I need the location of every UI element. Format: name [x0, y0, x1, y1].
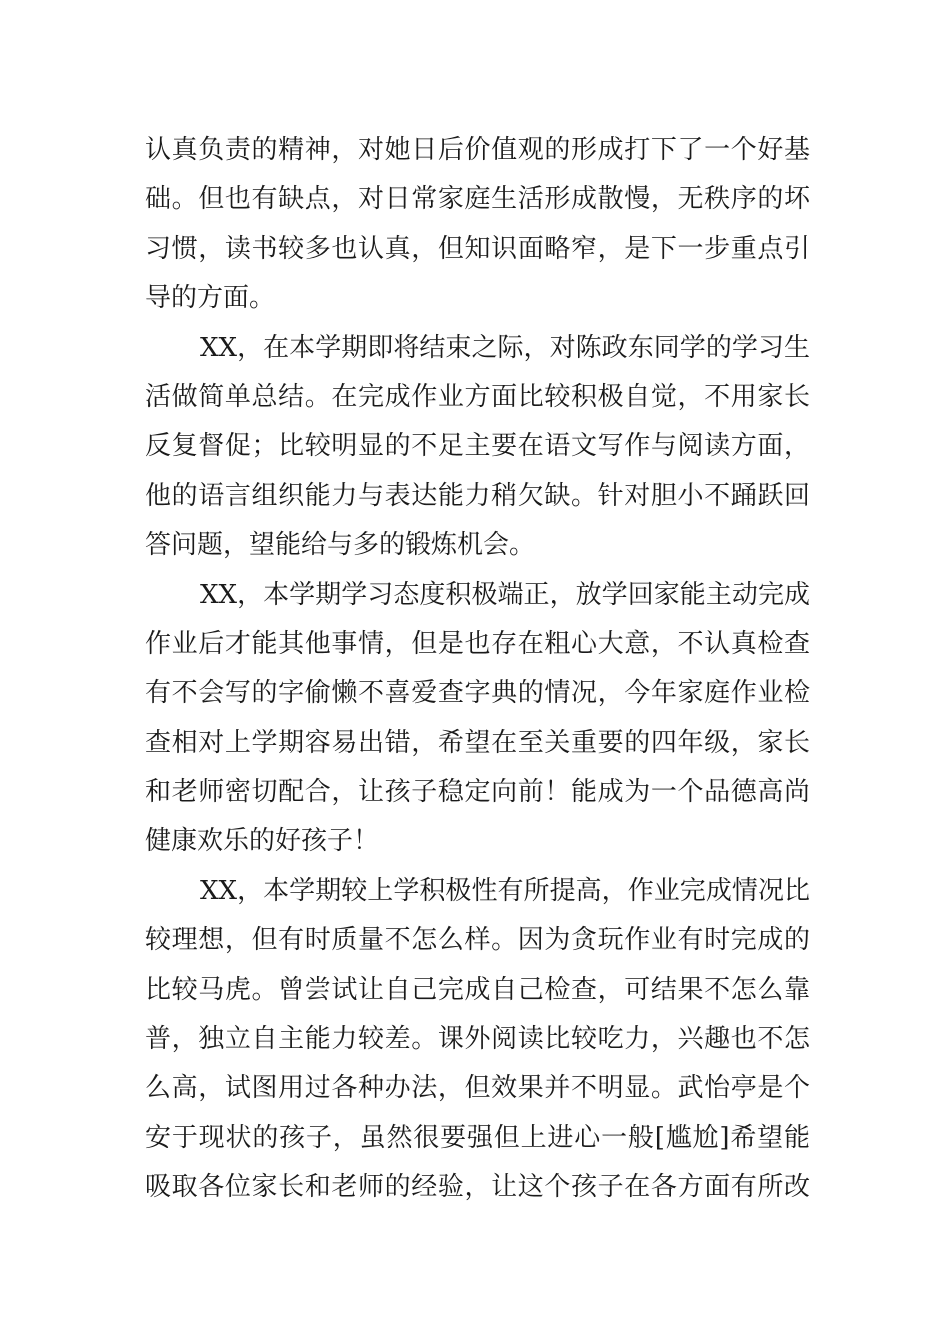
- text-line: 反复督促；比较明显的不足主要在语文写作与阅读方面，: [145, 431, 810, 462]
- text-line: 他的语言组织能力与表达能力稍欠缺。针对胆小不踊跃回: [145, 480, 810, 511]
- text-line: 较理想，但有时质量不怎么样。因为贪玩作业有时完成的: [145, 925, 810, 956]
- text-line: 普，独立自主能力较差。课外阅读比较吃力，兴趣也不怎: [145, 1024, 810, 1055]
- text-line: 健康欢乐的好孩子！: [145, 826, 380, 857]
- text-line: 答问题，望能给与多的锻炼机会。: [145, 530, 536, 561]
- text-line: 认真负责的精神，对她日后价值观的形成打下了一个好基: [145, 135, 810, 165]
- text-line: 和老师密切配合，让孩子稳定向前！能成为一个品德高尚: [145, 777, 810, 808]
- paragraph-first-line: XX，本学期较上学积极性有所提高，作业完成情况比: [200, 875, 810, 906]
- paragraph-first-line: XX，本学期学习态度积极端正，放学回家能主动完成: [200, 579, 810, 610]
- text-line: 础。但也有缺点，对日常家庭生活形成散慢，无秩序的坏: [145, 184, 810, 215]
- text-line: 活做简单总结。在完成作业方面比较积极自觉，不用家长: [145, 381, 810, 412]
- text-line: 导的方面。: [145, 283, 276, 314]
- text-line: 习惯，读书较多也认真，但知识面略窄，是下一步重点引: [145, 233, 810, 264]
- text-line: 有不会写的字偷懒不喜爱查字典的情况，今年家庭作业检: [145, 678, 810, 709]
- text-line: 作业后才能其他事情，但是也存在粗心大意，不认真检查: [145, 628, 810, 659]
- document-body: [145, 126, 810, 1213]
- text-line: 吸取各位家长和老师的经验，让这个孩子在各方面有所改: [145, 1172, 810, 1203]
- paragraph-first-line: XX，在本学期即将结束之际，对陈政东同学的学习生: [200, 332, 810, 363]
- text-line: 比较马虎。曾尝试让自己完成自己检查，可结果不怎么靠: [145, 974, 810, 1005]
- text-line: 么高，试图用过各种办法，但效果并不明显。武怡亭是个: [145, 1073, 810, 1104]
- text-line: 安于现状的孩子，虽然很要强但上进心一般[尴尬]希望能: [145, 1122, 810, 1153]
- text-line: 查相对上学期容易出错，希望在至关重要的四年级，家长: [145, 727, 810, 758]
